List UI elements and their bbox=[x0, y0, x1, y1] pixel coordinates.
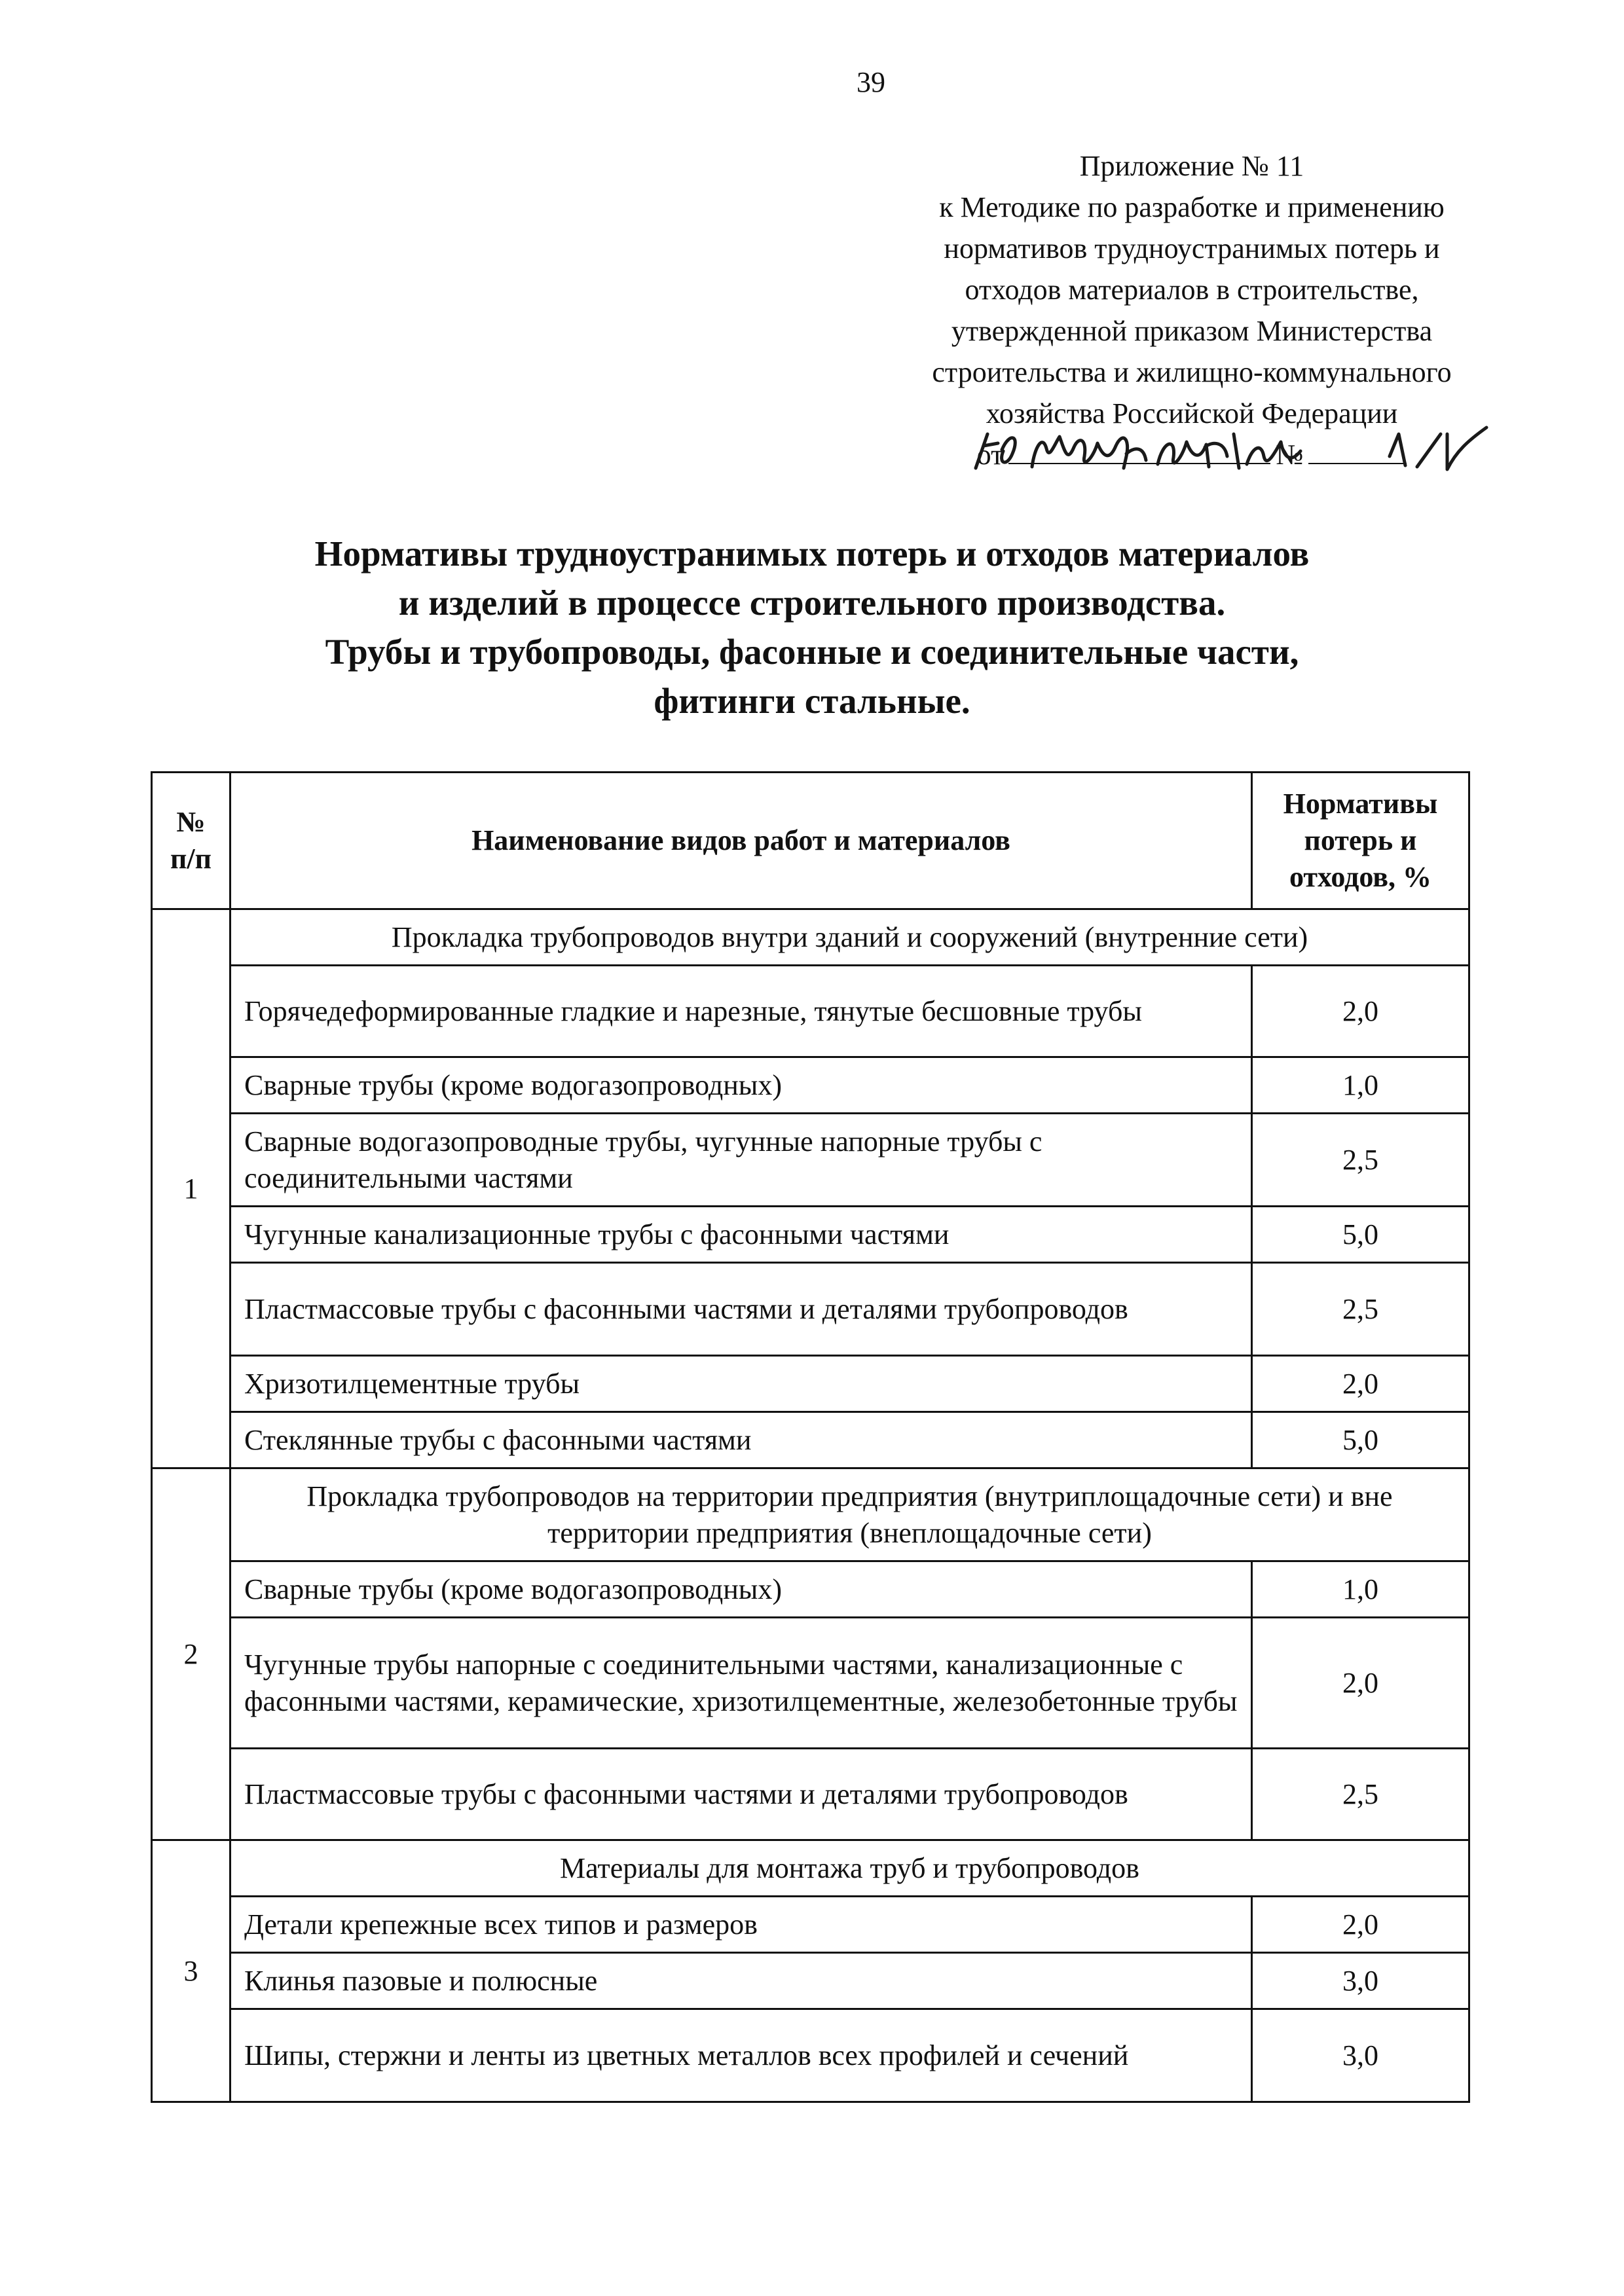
norm-value: 2,5 bbox=[1252, 1114, 1469, 1207]
work-name: Шипы, стержни и ленты из цветных металлов всех профилей и сечений bbox=[231, 2009, 1252, 2102]
table-row bbox=[152, 1114, 1469, 1207]
norms-table bbox=[151, 771, 1470, 2103]
work-name: Сварные трубы (кроме водогазопроводных) bbox=[231, 1561, 1252, 1618]
number-label: № bbox=[1276, 439, 1304, 471]
norm-value: 2,0 bbox=[1252, 1897, 1469, 1953]
number-blank bbox=[1308, 434, 1407, 464]
work-name: Горячедеформированные гладкие и нарезные, тянутые бесшовные трубы bbox=[231, 966, 1252, 1057]
page-number: 39 bbox=[857, 66, 885, 98]
table-row bbox=[152, 1263, 1469, 1356]
section-title: Прокладка трубопроводов внутри зданий и сооружений (внутренние сети) bbox=[231, 909, 1469, 966]
work-name: Детали крепежные всех типов и размеров bbox=[231, 1897, 1252, 1953]
norm-value: 5,0 bbox=[1252, 1207, 1469, 1263]
group-number: 1 bbox=[152, 909, 231, 1468]
work-name: Чугунные трубы напорные с соединительными частями, канализационные с фасонными частями, керамические, хризотилцементные, железобетонные трубы bbox=[231, 1618, 1252, 1749]
work-name: Пластмассовые трубы с фасонными частями и деталями трубопроводов bbox=[231, 1749, 1252, 1840]
header-name: Наименование видов работ и материалов bbox=[231, 773, 1252, 909]
norm-value: 2,0 bbox=[1252, 966, 1469, 1057]
table-row bbox=[152, 1749, 1469, 1840]
norm-value: 1,0 bbox=[1252, 1561, 1469, 1618]
work-name: Сварные трубы (кроме водогазопроводных) bbox=[231, 1057, 1252, 1114]
table-row bbox=[152, 966, 1469, 1057]
order-reference bbox=[838, 434, 1545, 475]
table-header-row bbox=[152, 773, 1469, 909]
annex-line: нормативов трудноустранимых потерь и bbox=[944, 232, 1440, 264]
norm-value: 2,0 bbox=[1252, 1356, 1469, 1412]
annex-line: Приложение № 11 bbox=[1079, 150, 1304, 182]
document-title bbox=[157, 529, 1467, 725]
work-name: Хризотилцементные трубы bbox=[231, 1356, 1252, 1412]
norm-value: 5,0 bbox=[1252, 1412, 1469, 1468]
norm-value: 2,5 bbox=[1252, 1749, 1469, 1840]
norm-value: 2,5 bbox=[1252, 1263, 1469, 1356]
norm-value: 1,0 bbox=[1252, 1057, 1469, 1114]
table-row bbox=[152, 1057, 1469, 1114]
annex-line: утвержденной приказом Министерства bbox=[951, 315, 1433, 347]
header-norm: Нормативы потерь и отходов, % bbox=[1252, 773, 1469, 909]
table-row bbox=[152, 2009, 1469, 2102]
section-row bbox=[152, 1468, 1469, 1561]
section-title: Материалы для монтажа труб и трубопроводов bbox=[231, 1840, 1469, 1897]
annex-line: строительства и жилищно-коммунального bbox=[932, 356, 1452, 388]
table-row bbox=[152, 1561, 1469, 1618]
group-number: 3 bbox=[152, 1840, 231, 2102]
table-row bbox=[152, 1412, 1469, 1468]
section-row bbox=[152, 1840, 1469, 1897]
annex-line: хозяйства Российской Федерации bbox=[986, 397, 1398, 429]
title-line: Трубы и трубопроводы, фасонные и соединительные части, bbox=[325, 632, 1299, 672]
group-number: 2 bbox=[152, 1468, 231, 1840]
work-name: Клинья пазовые и полюсные bbox=[231, 1953, 1252, 2009]
table-row bbox=[152, 1207, 1469, 1263]
table-row bbox=[152, 1356, 1469, 1412]
title-line: и изделий в процессе строительного производства. bbox=[398, 583, 1226, 623]
norm-value: 2,0 bbox=[1252, 1618, 1469, 1749]
norm-value: 3,0 bbox=[1252, 1953, 1469, 2009]
table-row bbox=[152, 1953, 1469, 2009]
annex-line: к Методике по разработке и применению bbox=[939, 191, 1445, 223]
norm-value: 3,0 bbox=[1252, 2009, 1469, 2102]
date-blank bbox=[1008, 434, 1270, 464]
section-row bbox=[152, 909, 1469, 966]
table-row bbox=[152, 1897, 1469, 1953]
table-row bbox=[152, 1618, 1469, 1749]
work-name: Пластмассовые трубы с фасонными частями и деталями трубопроводов bbox=[231, 1263, 1252, 1356]
from-label: от bbox=[976, 439, 1004, 471]
annex-block bbox=[838, 145, 1545, 475]
header-num: № п/п bbox=[152, 773, 231, 909]
annex-line: отходов материалов в строительстве, bbox=[965, 274, 1419, 306]
work-name: Чугунные канализационные трубы с фасонными частями bbox=[231, 1207, 1252, 1263]
title-line: Нормативы трудноустранимых потерь и отходов материалов bbox=[314, 534, 1310, 574]
work-name: Сварные водогазопроводные трубы, чугунные напорные трубы с соединительными частями bbox=[231, 1114, 1252, 1207]
title-line: фитинги стальные. bbox=[654, 681, 970, 721]
work-name: Стеклянные трубы с фасонными частями bbox=[231, 1412, 1252, 1468]
section-title: Прокладка трубопроводов на территории предприятия (внутриплощадочные сети) и вне территории предприятия (внеплощадочные сети) bbox=[231, 1468, 1469, 1561]
